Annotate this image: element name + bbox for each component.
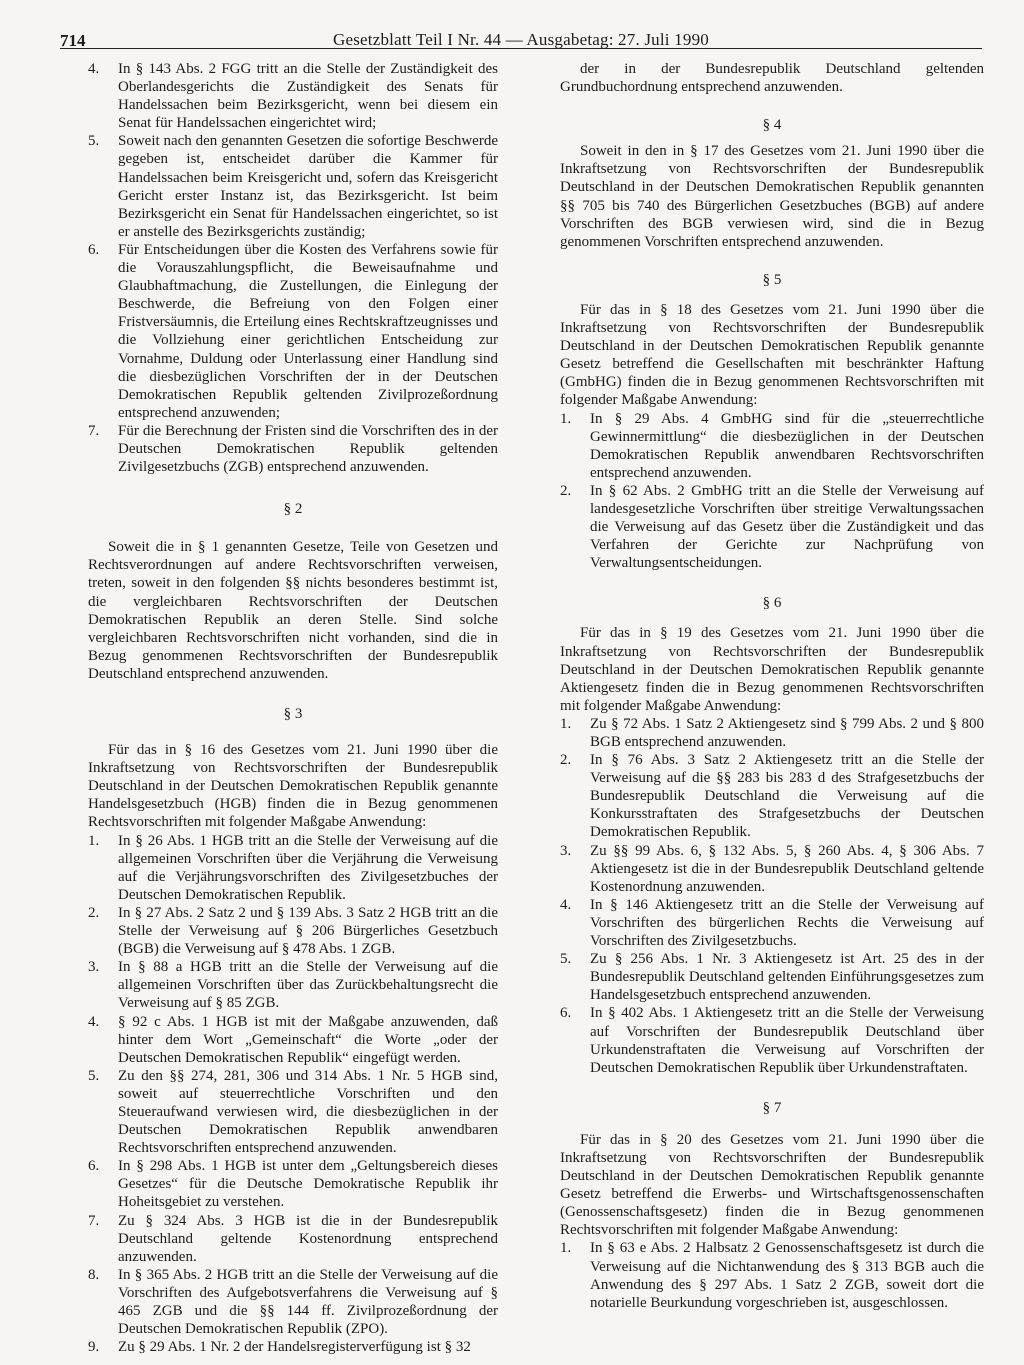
item-text: In § 29 Abs. 4 GmbHG sind für die „steuerrechtliche Gewinnermittlung“ die diesbezüglichen in der Deutschen Demokratischen Republik anwendbaren Rechtsvorschriften entsprechend anzuwenden. [590,410,984,481]
list-item [88,60,498,132]
section-text-5: Für das in § 18 des Gesetzes vom 21. Juni 1990 über die Inkraftsetzung von Rechtsvorschriften der Bundesrepublik Deutschland in der Deutschen Demokratischen Republik genannte Gesetz betreffend die Gesellschaften mit beschränkter Haftung (GmbHG) finden die in Bezug genommenen Rechtsvorschriften mit folgender Maßgabe Anwendung: [560,301,984,409]
header-title: Gesetzblatt Teil I Nr. 44 — Ausgabetag: 27. Juli 1990 [333,30,709,49]
list-item [88,1212,498,1266]
item-number: 1. [88,832,100,849]
list-item [560,410,984,482]
page-header [60,27,982,49]
item-text: § 92 c Abs. 1 HGB ist mit der Maßgabe anzuwenden, daß hinter dem Wort „Gemeinschaft“ die Worte „oder der Deutschen Demokratischen Republik“ eingefügt werden. [118,1013,498,1066]
section-3-list [88,832,498,1357]
item-number: 7. [88,422,100,439]
list-item [88,904,498,958]
item-number: 6. [88,1158,100,1175]
item-text: Zu § 324 Abs. 3 HGB ist die in der Bundesrepublik Deutschland geltende Kostenordnung entsprechend anzuwenden. [118,1212,498,1265]
list-item [88,1266,498,1338]
item-text: In § 88 a HGB tritt an die Stelle der Verweisung auf die allgemeinen Vorschriften über das Zurückbehaltungsrecht die Verweisung auf § 85 ZGB. [118,959,498,1012]
list-item [88,132,498,241]
list-item [88,832,498,904]
list-item [560,842,984,896]
item-number: 6. [88,241,100,258]
section-text-3: Für das in § 16 des Gesetzes vom 21. Juni 1990 über die Inkraftsetzung von Rechtsvorschriften der Bundesrepublik Deutschland in der Deutschen Demokratischen Republik genannte Handelsgesetzbuch (HGB) finden die in Bezug genommenen Rechtsvorschriften mit folgender Maßgabe Anwendung: [88,742,498,831]
item-text: Zu §§ 99 Abs. 6, § 132 Abs. 5, § 260 Abs. 4, § 306 Abs. 7 Aktiengesetz ist die in der Bundesrepublik Deutschland geltende Kostenordnung anzuwenden. [590,842,984,895]
right-column [560,60,984,1312]
list-item [88,1013,498,1067]
item-text: Zu den §§ 274, 281, 306 und 314 Abs. 1 Nr. 5 HGB sind, soweit auf steuerrechtliche Vorschriften und den Steueraufwand verwiesen wird, die diesbezüglichen in der Deutschen Demokratischen Republik anwendbaren Rechtsvorschriften entsprechend anzuwenden. [118,1067,498,1157]
list-item [88,1067,498,1157]
list-item [560,950,984,1004]
section-text-6: Für das in § 19 des Gesetzes vom 21. Juni 1990 über die Inkraftsetzung von Rechtsvorschriften der Bundesrepublik Deutschland in der Deutschen Demokratischen Republik genannte Aktiengesetz finden die in Bezug genommenen Rechtsvorschriften mit folgender Maßgabe Anwendung: [560,625,984,714]
item-number: 5. [88,1067,100,1084]
item-text: Soweit nach den genannten Gesetzen die sofortige Beschwerde gegeben ist, entscheidet darüber die Kammer für Handelssachen beim Kreisgericht und, sofern das Kreisgericht Gericht erster Instanz ist, das Bezirksgericht. Ist beim Bezirksgericht ein Senat für Handelssachen eingerichtet, so ist er anstelle des Bezirksgerichts zuständig; [118,133,498,240]
item-text: In § 143 Abs. 2 FGG tritt an die Stelle der Zuständigkeit des Oberlandesgerichts die Zuständigkeit des Senats für Handelssachen beim Bezirksgericht, wenn bei diesem ein Senat für Handelssachen eingerichtet wird; [118,61,498,132]
section-heading-5: § 5 [762,271,782,288]
item-text: In § 27 Abs. 2 Satz 2 und § 139 Abs. 3 Satz 2 HGB tritt an die Stelle der Verweisung auf § 206 Bürgerliches Gesetzbuch (BGB) die Verweisung auf § 478 Abs. 1 ZGB. [118,904,498,958]
continuation-text: der in der Bundesrepublik Deutschland geltenden Grundbuchordnung entsprechend anzuwenden. [560,61,984,96]
item-number: 9. [88,1339,100,1356]
item-text: Zu § 29 Abs. 1 Nr. 2 der Handelsregisterverfügung ist § 32 [118,1339,471,1356]
page-number: 714 [60,31,86,50]
section-heading-4: § 4 [762,117,782,134]
list-item [88,422,498,476]
item-text: In § 76 Abs. 3 Satz 2 Aktiengesetz tritt an die Stelle der Verweisung auf die §§ 283 bis 283 d des Strafgesetzbuchs der Bundesrepublik Deutschland die Verweisung auf die Konkursstraftaten des Strafgesetzbuchs der Deutschen Demokratischen Republik. [590,752,984,841]
list-item [88,241,498,422]
section-text-7: Für das in § 20 des Gesetzes vom 21. Juni 1990 über die Inkraftsetzung von Rechtsvorschriften der Bundesrepublik Deutschland in der Deutschen Demokratischen Republik genannte Gesetz betreffend die Erwerbs- und Wirtschaftsgenossenschaften (Genossenschaftsgesetz) finden die in Bezug genommenen Rechtsvorschriften mit folgender Maßgabe Anwendung: [560,1131,984,1239]
header-rule [60,48,982,49]
section-6-list [560,715,984,1077]
item-number: 5. [88,133,100,150]
section-text-2: Soweit die in § 1 genannten Gesetze, Teile von Gesetzen und Rechtsverordnungen auf andere Rechtsvorschriften verweisen, treten, soweit in den folgenden §§ nichts besonderes bestimmt ist, die vergleichbaren Rechtsvorschriften der Deutschen Demokratischen Republik an deren Stelle. Sind solche vergleichbaren Rechtsvorschriften nicht vorhanden, sind die in Bezug genommenen Rechtsvorschriften der Bundesrepublik Deutschland entsprechend anzuwenden. [88,539,498,682]
item-number: 4. [560,896,572,913]
item-text: Zu § 72 Abs. 1 Satz 2 Aktiengesetz sind § 799 Abs. 2 und § 800 BGB entsprechend anzuwenden. [590,715,984,750]
item-number: 4. [88,1013,100,1030]
list-item [560,1239,984,1311]
list-item [560,896,984,950]
item-number: 2. [560,482,572,499]
item-number: 4. [88,61,100,77]
item-number: 1. [560,715,572,732]
item-number: 7. [88,1212,100,1229]
section-text-4: Soweit in den in § 17 des Gesetzes vom 21. Juni 1990 über die Inkraftsetzung von Rechtsvorschriften der Bundesrepublik Deutschland in der Deutschen Demokratischen Republik genannten §§ 705 bis 740 des Bürgerlichen Gesetzbuches (BGB) auf andere Vorschriften des BGB verwiesen wird, sind die in Bezug genommenen Vorschriften entsprechend anzuwenden. [560,143,984,250]
list-item [88,1338,498,1356]
item-text: In § 365 Abs. 2 HGB tritt an die Stelle der Verweisung auf die Vorschriften des Aufgebotsverfahrens die Verweisung auf § 465 ZGB und die §§ 144 ff. Zivilprozeßordnung der Deutschen Demokratischen Republik (ZPO). [118,1266,498,1338]
item-text: Zu § 256 Abs. 1 Nr. 3 Aktiengesetz ist Art. 25 des in der Bundesrepublik Deutschland geltenden Einführungsgesetzes zum Handelsgesetzbuch entsprechend anzuwenden. [590,951,984,1004]
section-7-list [560,1239,984,1311]
list-item [88,1157,498,1211]
item-text: In § 26 Abs. 1 HGB tritt an die Stelle der Verweisung auf die allgemeinen Vorschriften über die Verjährung die Verweisung auf die Verjährungsvorschriften des Zivilgesetzbuches der Deutschen Demokratischen Republik. [118,832,498,903]
item-number: 1. [560,410,572,427]
item-number: 3. [88,959,100,976]
item-number: 8. [88,1266,100,1283]
list-item [560,482,984,572]
section-heading-2: § 2 [283,501,303,518]
item-number: 3. [560,842,572,859]
item-text: In § 298 Abs. 1 HGB ist unter dem „Geltungsbereich dieses Gesetzes“ für die Deutsche Demokratische Republik ihr Hoheitsgebiet zu verstehen. [118,1158,498,1211]
list-item [560,715,984,751]
item-text: Für Entscheidungen über die Kosten des Verfahrens sowie für die Vorauszahlungspflicht, die Beweisaufnahme und Glaubhaftmachung, die Zustellungen, die Einlegung der Beschwerde, die Befreiung von den Folgen einer Fristversäumnis, die Erteilung eines Rechtskraftzeugnisses und die Vollziehung einer gerichtlichen Entscheidung zur Vornahme, Duldung oder Unterlassung einer Handlung sind die diesbezüglichen Vorschriften der in der Deutschen Demokratischen Republik geltenden Zivilprozeßordnung entsprechend anzuwenden; [118,241,498,421]
item-text: In § 62 Abs. 2 GmbHG tritt an die Stelle der Verweisung auf landesgesetzliche Vorschriften über streitige Verwaltungssachen die Verweisung auf das Gesetz über die Zuständigkeit und das Verfahren der Gerichte zur Nachprüfung von Verwaltungsentscheidungen. [590,482,984,572]
item-text: Für die Berechnung der Fristen sind die Vorschriften des in der Deutschen Demokratischen Republik geltenden Zivilgesetzbuchs (ZGB) entsprechend anzuwenden. [118,422,498,476]
item-text: In § 402 Abs. 1 Aktiengesetz tritt an die Stelle der Verweisung auf Vorschriften der Bundesrepublik Deutschland über Urkundenstraftaten die Verweisung auf Vorschriften der Deutschen Demokratischen Republik über Urkundenstraftaten. [590,1005,984,1076]
list-item [88,958,498,1012]
item-text: In § 146 Aktiengesetz tritt an die Stelle der Verweisung auf Vorschriften des bürgerlichen Rechts die Verweisung auf Vorschriften des Zivilgesetzbuchs. [590,896,984,950]
list-item [560,751,984,841]
items-top-list [88,60,498,476]
item-number: 5. [560,951,572,968]
item-text: In § 63 e Abs. 2 Halbsatz 2 Genossenschaftsgesetz ist durch die Verweisung auf die Nichtanwendung des § 313 BGB auch die Anwendung des § 297 Abs. 1 Satz 2 ZGB, soweit dort die notarielle Beurkundung vorgeschrieben ist, ausgeschlossen. [590,1240,984,1311]
left-column [88,60,498,1356]
item-number: 1. [560,1240,572,1257]
list-item [560,1004,984,1076]
section-heading-7: § 7 [762,1099,782,1116]
item-number: 6. [560,1005,572,1022]
section-5-list [560,410,984,573]
section-heading-3: § 3 [283,706,303,722]
item-number: 2. [560,752,572,769]
section-heading-6: § 6 [762,595,782,612]
item-number: 2. [88,904,100,921]
